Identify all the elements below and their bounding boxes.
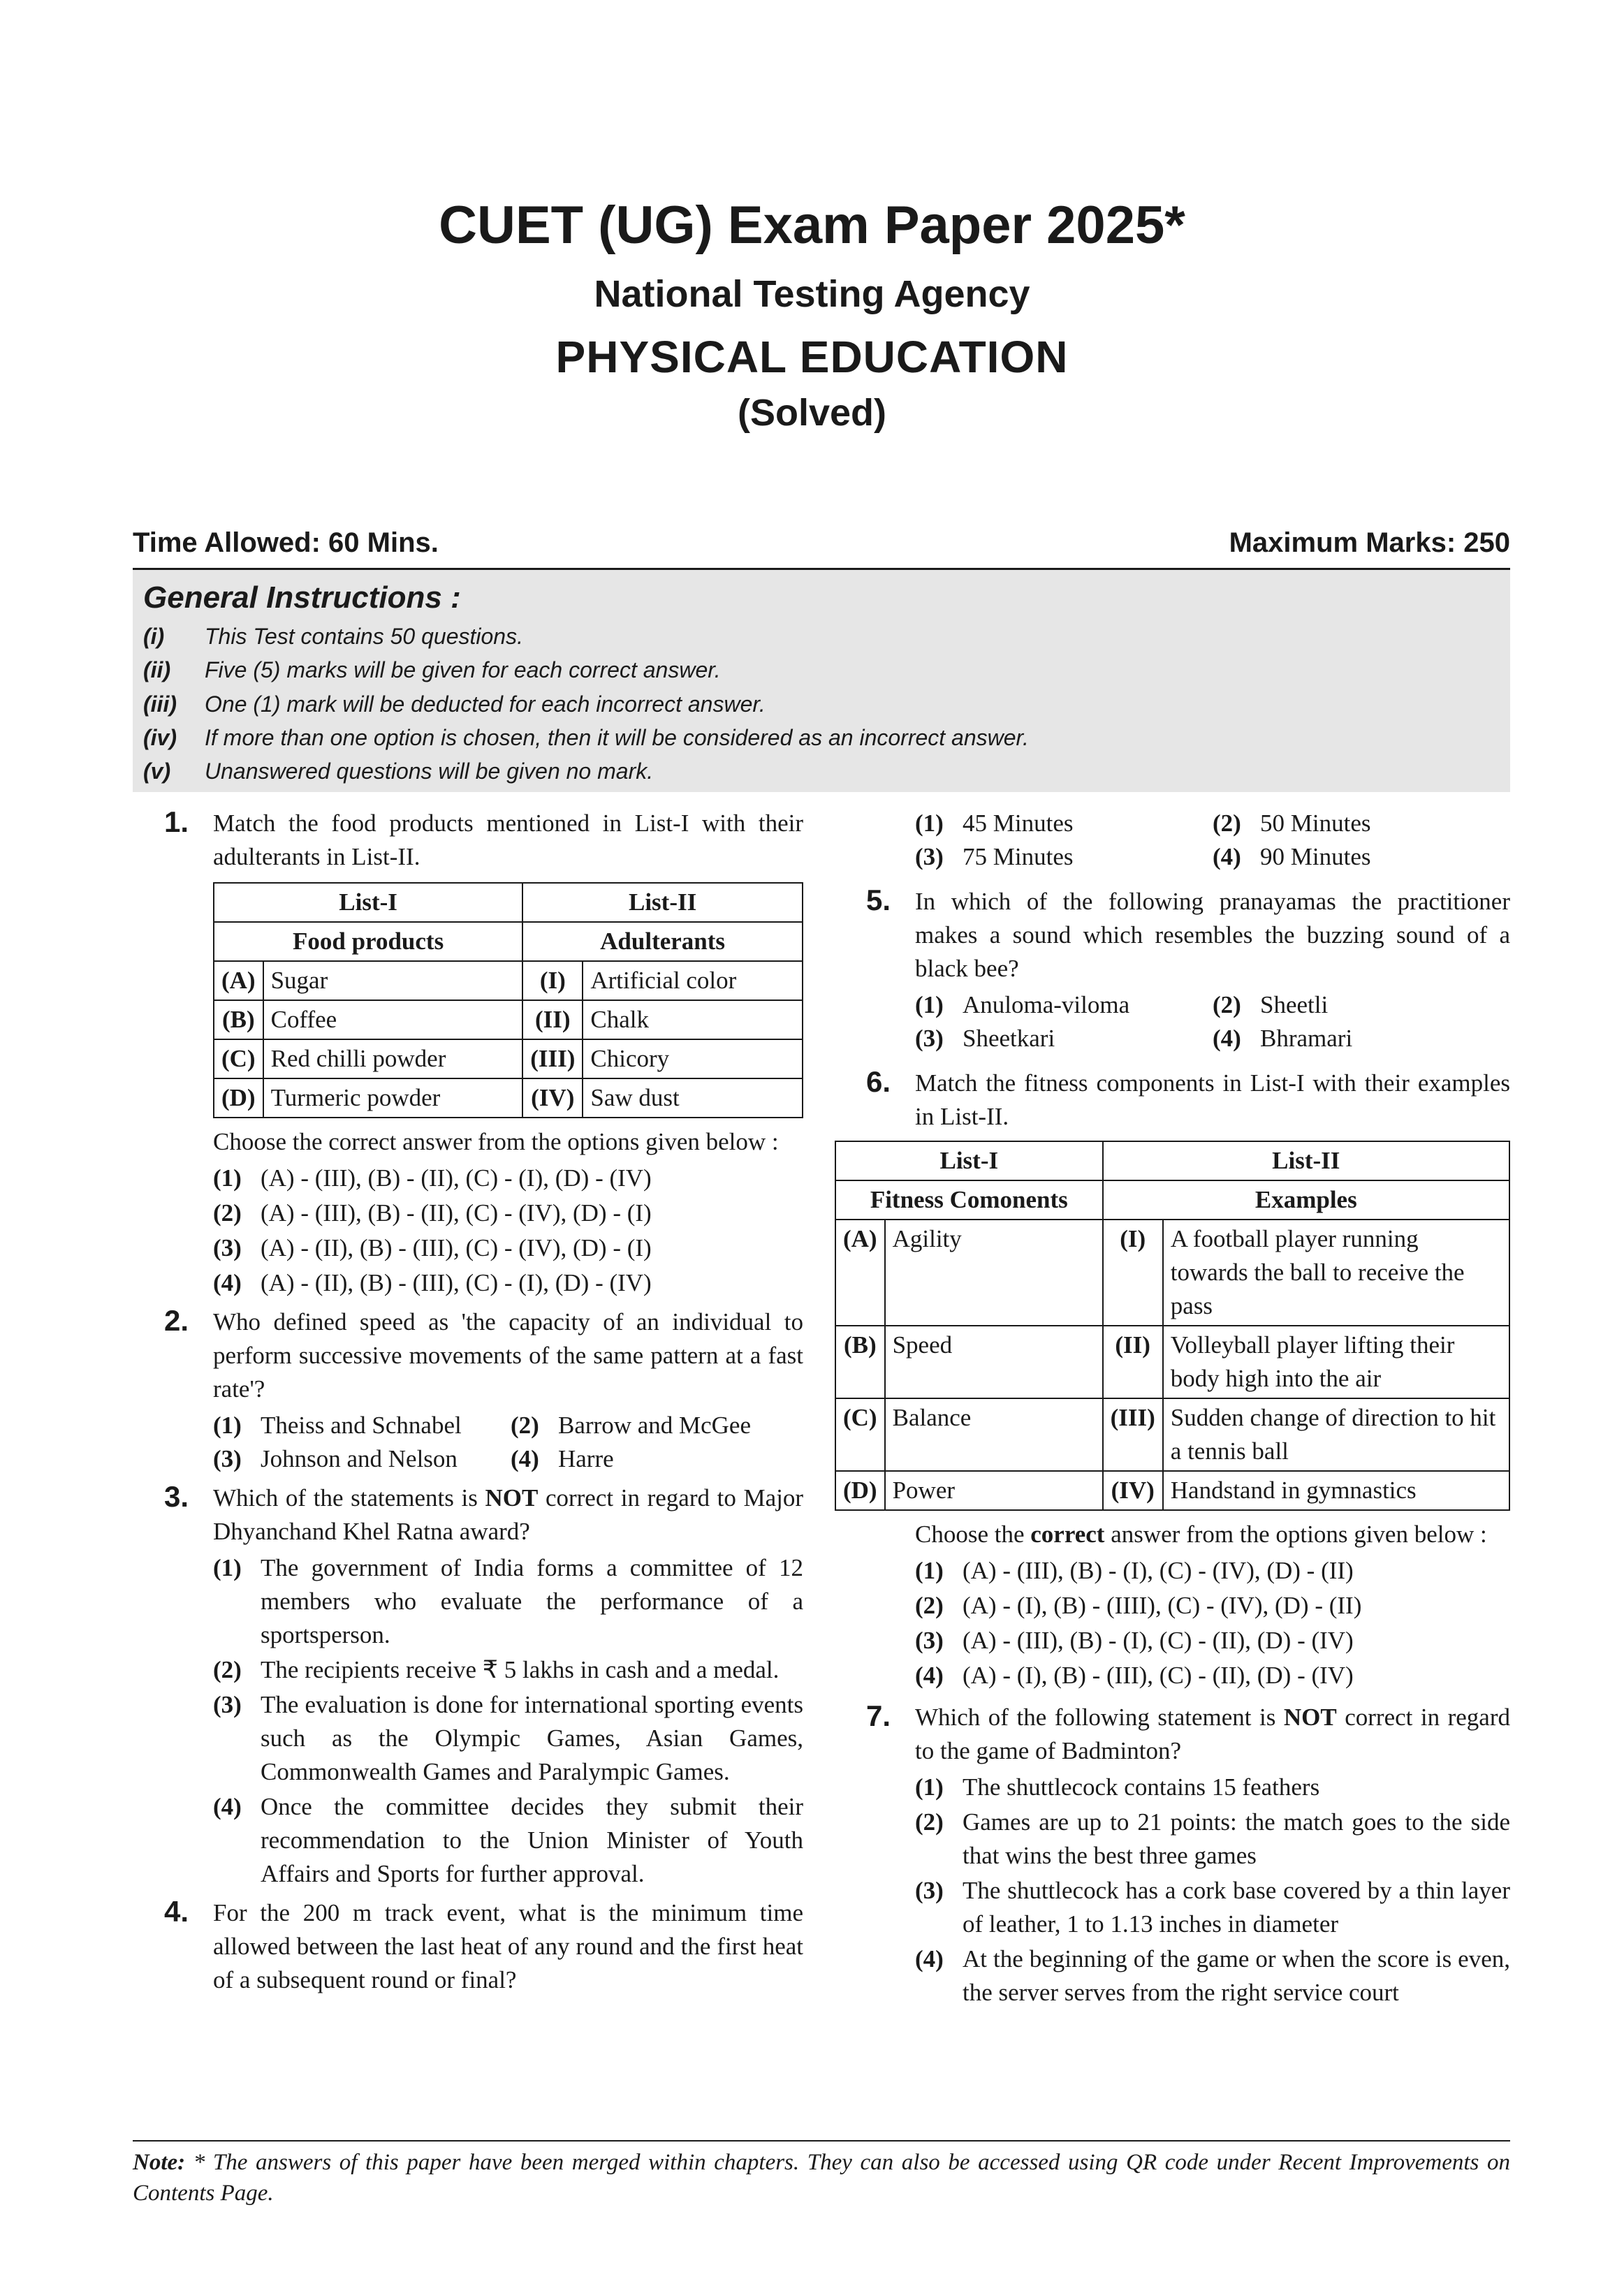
list-header: List-I bbox=[835, 1141, 1103, 1180]
question-3 bbox=[133, 1481, 803, 1891]
option-number: (3) bbox=[213, 1691, 242, 1718]
option-text: Theiss and Schnabel bbox=[261, 1412, 462, 1439]
option bbox=[915, 840, 1213, 874]
option bbox=[213, 1196, 803, 1230]
option bbox=[915, 1771, 1510, 1804]
option bbox=[915, 1806, 1510, 1873]
option-text: (A) - (I), (B) - (III), (C) - (II), (D) - (IV) bbox=[963, 1662, 1354, 1689]
question-number: 1. bbox=[164, 805, 189, 838]
row-label: (C) bbox=[214, 1039, 263, 1078]
option-text: 75 Minutes bbox=[963, 843, 1074, 870]
maximum-marks: Maximum Marks: 250 bbox=[1229, 527, 1510, 558]
table-cell: Speed bbox=[885, 1326, 1103, 1398]
general-instructions bbox=[133, 568, 1510, 792]
option-number: (3) bbox=[915, 1025, 944, 1052]
option-number: (2) bbox=[1213, 810, 1241, 837]
option-text: At the beginning of the game or when the score is even, the server serves from the right service court bbox=[963, 1945, 1510, 2006]
question-6-answers bbox=[835, 1518, 1510, 1692]
option bbox=[915, 1624, 1510, 1657]
option bbox=[915, 1942, 1510, 2010]
question-7 bbox=[835, 1701, 1510, 2010]
table-cell: A football player running towards the ball to receive the pass bbox=[1163, 1220, 1509, 1326]
option-number: (1) bbox=[915, 991, 944, 1018]
match-table bbox=[213, 882, 803, 1118]
option-number: (1) bbox=[915, 1773, 944, 1801]
page-title: CUET (UG) Exam Paper 2025* bbox=[439, 196, 1185, 255]
table-row bbox=[835, 1398, 1509, 1471]
table-row bbox=[214, 1078, 803, 1118]
row-label: (IV) bbox=[522, 1078, 583, 1118]
time-allowed: Time Allowed: 60 Mins. bbox=[133, 527, 439, 558]
table-cell: Volleyball player lifting their body high into the air bbox=[1163, 1326, 1509, 1398]
question-text: For the 200 m track event, what is the minimum time allowed between the last heat of any round and the first heat of a subsequent round or final? bbox=[213, 1899, 803, 1993]
match-table bbox=[835, 1141, 1510, 1511]
option-number: (1) bbox=[915, 810, 944, 837]
question-number: 2. bbox=[164, 1304, 189, 1337]
table-cell: Turmeric powder bbox=[263, 1078, 523, 1118]
instruction-item bbox=[143, 691, 766, 717]
right-column bbox=[835, 807, 1510, 2011]
table-row bbox=[835, 1471, 1509, 1510]
instruction-number: (iii) bbox=[143, 691, 177, 717]
instruction-number: (i) bbox=[143, 624, 165, 649]
question-number: 3. bbox=[164, 1480, 189, 1513]
question-text: Who defined speed as 'the capacity of an individual to perform successive movements of the same pattern at a fast rate'? bbox=[213, 1308, 803, 1403]
table-cell: Agility bbox=[885, 1220, 1103, 1326]
option-text: The shuttlecock contains 15 feathers bbox=[963, 1773, 1320, 1801]
options bbox=[915, 988, 1510, 1055]
option-number: (4) bbox=[1213, 843, 1241, 870]
option-text: Sheetkari bbox=[963, 1025, 1055, 1052]
option-text: Bhramari bbox=[1260, 1025, 1353, 1052]
option bbox=[213, 1653, 803, 1687]
list-subheader: Examples bbox=[1103, 1180, 1509, 1220]
list-header: List-I bbox=[214, 883, 522, 922]
option-text: (A) - (III), (B) - (II), (C) - (I), (D) - (IV) bbox=[261, 1164, 652, 1192]
table-cell: Red chilli powder bbox=[263, 1039, 523, 1078]
option-number: (2) bbox=[1213, 991, 1241, 1018]
option bbox=[915, 1554, 1510, 1588]
option-text: Barrow and McGee bbox=[558, 1412, 752, 1439]
instruction-number: (ii) bbox=[143, 657, 171, 682]
option-text: The government of India forms a committee of 12 members who evaluate the performance of a sportsperson. bbox=[261, 1554, 803, 1648]
choose-instruction bbox=[915, 1518, 1510, 1551]
option-text: Johnson and Nelson bbox=[261, 1445, 458, 1472]
option-text: The shuttlecock has a cork base covered by a thin layer of leather, 1 to 1.13 inches in diameter bbox=[963, 1877, 1510, 1938]
instruction-text: One (1) mark will be deducted for each incorrect answer. bbox=[205, 691, 766, 717]
choose-text-part: answer from the options given below : bbox=[1104, 1521, 1487, 1548]
row-label: (D) bbox=[214, 1078, 263, 1118]
table-cell: Handstand in gymnastics bbox=[1163, 1471, 1509, 1510]
instruction-text: If more than one option is chosen, then it will be considered as an incorrect answer. bbox=[205, 725, 1029, 750]
option bbox=[915, 1659, 1510, 1692]
option-number: (3) bbox=[213, 1234, 242, 1261]
option-text: (A) - (III), (B) - (II), (C) - (IV), (D) - (I) bbox=[261, 1199, 652, 1227]
table-cell: Saw dust bbox=[583, 1078, 803, 1118]
option-text: Anuloma-viloma bbox=[963, 991, 1130, 1018]
table-cell: Power bbox=[885, 1471, 1103, 1510]
list-subheader: Fitness Comonents bbox=[835, 1180, 1103, 1220]
question-text: In which of the following pranayamas the practitioner makes a sound which resembles the buzzing sound of a black bee? bbox=[915, 888, 1510, 982]
option-number: (4) bbox=[915, 1662, 944, 1689]
option-number: (3) bbox=[915, 1877, 944, 1904]
row-label: (III) bbox=[522, 1039, 583, 1078]
option-text: (A) - (II), (B) - (III), (C) - (IV), (D) - (I) bbox=[261, 1234, 652, 1261]
question-4 bbox=[133, 1896, 803, 1997]
option-number: (3) bbox=[915, 843, 944, 870]
option-number: (2) bbox=[915, 1592, 944, 1619]
option bbox=[213, 1409, 511, 1442]
options bbox=[915, 1554, 1510, 1692]
row-label: (B) bbox=[214, 1000, 263, 1039]
row-label: (II) bbox=[522, 1000, 583, 1039]
option bbox=[915, 807, 1213, 840]
instruction-item bbox=[143, 624, 523, 650]
row-label: (I) bbox=[1103, 1220, 1163, 1326]
row-label: (A) bbox=[835, 1220, 885, 1326]
option-text: (A) - (II), (B) - (III), (C) - (I), (D) - (IV) bbox=[261, 1269, 652, 1296]
question-text-part: Which of the statements is bbox=[213, 1484, 485, 1511]
table-row bbox=[835, 1326, 1509, 1398]
option-number: (3) bbox=[915, 1627, 944, 1654]
instruction-text: Five (5) marks will be given for each correct answer. bbox=[205, 657, 721, 682]
table-cell: Chalk bbox=[583, 1000, 803, 1039]
question-number: 4. bbox=[164, 1895, 189, 1928]
option-number: (2) bbox=[915, 1808, 944, 1836]
choose-emphasis: correct bbox=[1030, 1521, 1105, 1548]
question-emphasis: NOT bbox=[1283, 1704, 1337, 1731]
question-text-part: correct in regard to the game of Badminton? bbox=[915, 1704, 1510, 1764]
option-text: (A) - (III), (B) - (I), (C) - (II), (D) - (IV) bbox=[963, 1627, 1354, 1654]
list-subheader: Adulterants bbox=[522, 922, 803, 961]
question-text-part: Which of the following statement is bbox=[915, 1704, 1284, 1731]
question-emphasis: NOT bbox=[485, 1484, 539, 1511]
option bbox=[1213, 988, 1510, 1022]
instructions-heading: General Instructions : bbox=[143, 580, 461, 615]
option bbox=[213, 1231, 803, 1265]
instruction-item bbox=[143, 759, 653, 784]
option-text: (A) - (III), (B) - (I), (C) - (IV), (D) - (II) bbox=[963, 1557, 1354, 1584]
choose-instruction: Choose the correct answer from the options given below : bbox=[213, 1128, 779, 1155]
exam-meta bbox=[133, 527, 1510, 565]
option-text: Once the committee decides they submit their recommendation to the Union Minister of Youth Affairs and Sports for further approval. bbox=[261, 1793, 803, 1887]
instruction-item bbox=[143, 657, 721, 683]
option bbox=[213, 1688, 803, 1789]
instruction-text: Unanswered questions will be given no mark. bbox=[205, 759, 654, 784]
option-number: (4) bbox=[915, 1945, 944, 1972]
question-5 bbox=[835, 885, 1510, 1055]
list-header: List-II bbox=[522, 883, 803, 922]
table-cell: Coffee bbox=[263, 1000, 523, 1039]
question-text bbox=[213, 1481, 803, 1549]
option bbox=[511, 1442, 803, 1476]
choose-text-part: Choose the bbox=[915, 1521, 1031, 1548]
option-number: (3) bbox=[213, 1445, 242, 1472]
agency-name: National Testing Agency bbox=[594, 273, 1030, 315]
option bbox=[915, 1589, 1510, 1623]
table-cell: Sudden change of direction to hit a tennis ball bbox=[1163, 1398, 1509, 1471]
option-number: (1) bbox=[213, 1554, 242, 1581]
row-label: (III) bbox=[1103, 1398, 1163, 1471]
row-label: (A) bbox=[214, 961, 263, 1000]
row-label: (IV) bbox=[1103, 1471, 1163, 1510]
row-label: (I) bbox=[522, 961, 583, 1000]
option-number: (4) bbox=[213, 1269, 242, 1296]
options bbox=[213, 1162, 803, 1300]
options bbox=[915, 1771, 1510, 2010]
option-text: Sheetli bbox=[1260, 991, 1329, 1018]
instruction-text: This Test contains 50 questions. bbox=[205, 624, 523, 649]
options bbox=[213, 1409, 803, 1476]
option-text: 45 Minutes bbox=[963, 810, 1074, 837]
list-header: List-II bbox=[1103, 1141, 1509, 1180]
row-label: (D) bbox=[835, 1471, 885, 1510]
option bbox=[1213, 1022, 1510, 1055]
question-number: 5. bbox=[866, 884, 891, 916]
option-text: 50 Minutes bbox=[1260, 810, 1371, 837]
table-cell: Balance bbox=[885, 1398, 1103, 1471]
option bbox=[213, 1266, 803, 1300]
question-text bbox=[915, 1701, 1510, 1768]
option-text: The recipients receive ₹ 5 lakhs in cash and a medal. bbox=[261, 1656, 780, 1683]
option-text: The evaluation is done for international sporting events such as the Olympic Games, Asian Games, Commonwealth Games and Paralympic Games. bbox=[261, 1691, 803, 1785]
option-text: Harre bbox=[558, 1445, 614, 1472]
option-number: (4) bbox=[1213, 1025, 1241, 1052]
footnote bbox=[133, 2140, 1510, 2209]
instruction-number: (iv) bbox=[143, 725, 177, 750]
note-label: Note: bbox=[133, 2150, 186, 2175]
question-1 bbox=[133, 807, 803, 1300]
options bbox=[915, 807, 1510, 874]
option-number: (2) bbox=[511, 1412, 539, 1439]
question-2 bbox=[133, 1305, 803, 1476]
table-row bbox=[214, 961, 803, 1000]
question-number: 6. bbox=[866, 1065, 891, 1098]
table-cell: Sugar bbox=[263, 961, 523, 1000]
left-column bbox=[133, 807, 803, 1997]
row-label: (C) bbox=[835, 1398, 885, 1471]
page-header bbox=[0, 192, 1624, 439]
row-label: (II) bbox=[1103, 1326, 1163, 1398]
instruction-number: (v) bbox=[143, 759, 171, 784]
note-text: * The answers of this paper have been merged within chapters. They can also be accessed using QR code under Recent Improvements on Contents Page. bbox=[133, 2150, 1510, 2206]
option bbox=[213, 1442, 511, 1476]
option bbox=[1213, 840, 1510, 874]
table-cell: Artificial color bbox=[583, 961, 803, 1000]
option bbox=[1213, 807, 1510, 840]
question-number: 7. bbox=[866, 1699, 891, 1732]
option-number: (4) bbox=[213, 1793, 242, 1820]
table-row bbox=[214, 1000, 803, 1039]
option-number: (1) bbox=[915, 1557, 944, 1584]
table-row bbox=[835, 1220, 1509, 1326]
option-number: (1) bbox=[213, 1412, 242, 1439]
option-number: (2) bbox=[213, 1656, 242, 1683]
instruction-item bbox=[143, 725, 1029, 751]
option bbox=[915, 1022, 1213, 1055]
option bbox=[915, 988, 1213, 1022]
question-text: Match the food products mentioned in List-I with their adulterants in List-II. bbox=[213, 810, 803, 870]
question-4-options bbox=[835, 807, 1510, 874]
list-subheader: Food products bbox=[214, 922, 522, 961]
option bbox=[213, 1551, 803, 1652]
option-number: (2) bbox=[213, 1199, 242, 1227]
option bbox=[213, 1790, 803, 1891]
row-label: (B) bbox=[835, 1326, 885, 1398]
option-text: 90 Minutes bbox=[1260, 843, 1371, 870]
table-row bbox=[214, 1039, 803, 1078]
option-text: (A) - (I), (B) - (IIII), (C) - (IV), (D) - (II) bbox=[963, 1592, 1362, 1619]
option bbox=[915, 1874, 1510, 1941]
options bbox=[213, 1551, 803, 1891]
option bbox=[213, 1162, 803, 1195]
option-text: Games are up to 21 points: the match goes to the side that wins the best three games bbox=[963, 1808, 1510, 1869]
question-text: Match the fitness components in List-I with their examples in List-II. bbox=[915, 1069, 1510, 1130]
question-text-part: correct in regard to Major Dhyanchand Khel Ratna award? bbox=[213, 1484, 803, 1545]
question-6 bbox=[835, 1067, 1510, 1134]
table-cell: Chicory bbox=[583, 1039, 803, 1078]
option-number: (1) bbox=[213, 1164, 242, 1192]
option bbox=[511, 1409, 803, 1442]
solved-label: (Solved) bbox=[737, 392, 887, 434]
subject-title: PHYSICAL EDUCATION bbox=[555, 332, 1069, 382]
option-number: (4) bbox=[511, 1445, 539, 1472]
